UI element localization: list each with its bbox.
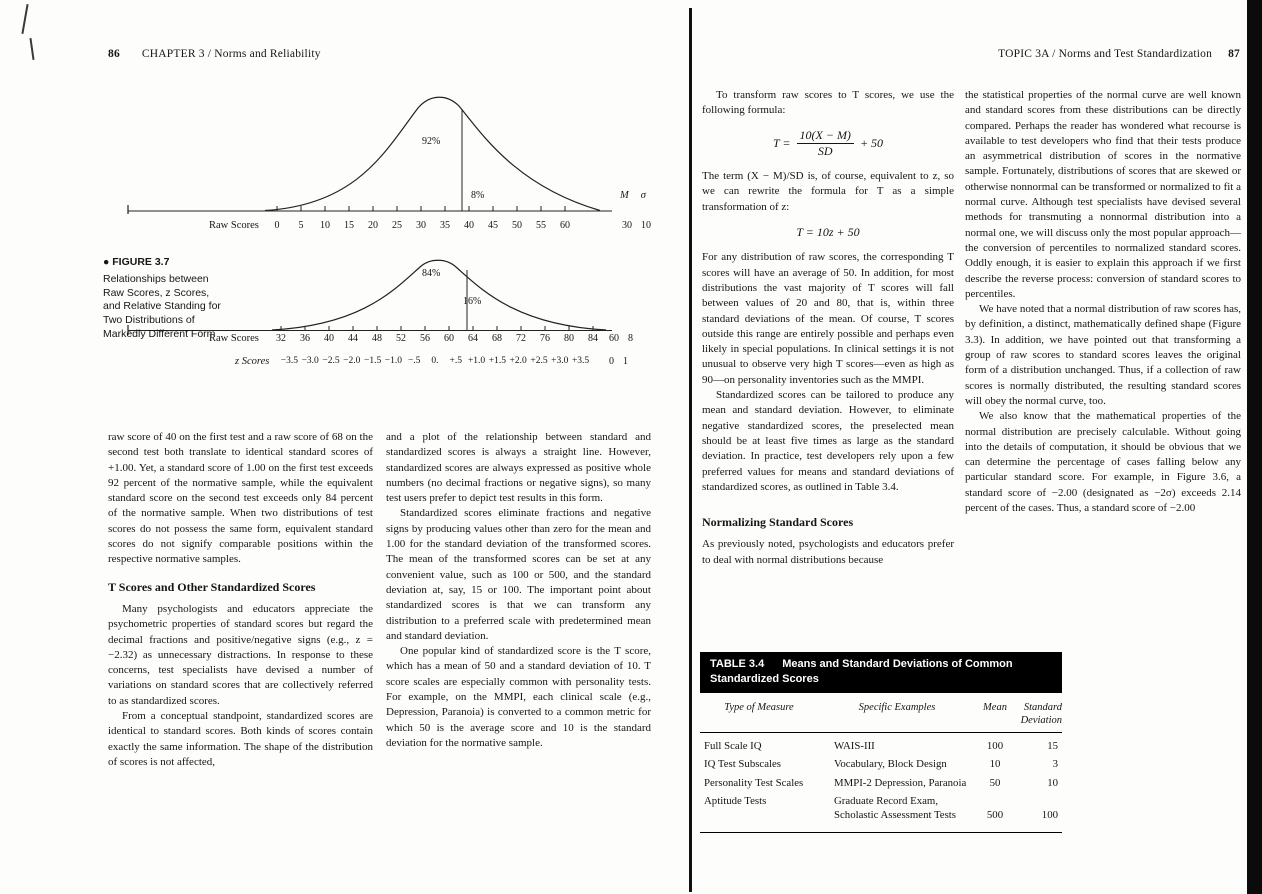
axis-tick-label: 35 — [440, 220, 450, 231]
right-page-number: 87 — [1228, 48, 1240, 60]
axis-tick-label: 76 — [540, 333, 550, 344]
axis-tick-label: 40 — [464, 220, 474, 231]
mean-sd-values — [609, 333, 633, 344]
axis-tick-label: 60 — [444, 333, 454, 344]
axis-tick-label: 36 — [300, 333, 310, 344]
figure-caption — [103, 256, 221, 342]
axis-tick-label: −.5 — [407, 356, 421, 366]
sigma-symbol: σ — [640, 190, 646, 201]
table-title-text: Means and Standard Deviations of Common Standardized Scores — [710, 658, 1013, 685]
formula-rhs: + 50 — [859, 136, 884, 151]
cell-examples: MMPI-2 Depression, Paranoia — [834, 776, 967, 789]
bottom-raw-score-ticks — [269, 333, 605, 344]
binding-mark — [29, 38, 34, 60]
page-gutter-line — [689, 8, 692, 892]
sd-value: 8 — [628, 333, 633, 344]
paragraph: Standardized scores can be tailored to produce any mean and standard deviation. However, to eliminate negative standardized scores, the preselected mean should be at least five times as large as the standard deviation. In practice, test developers rely upon a few preferred values for means and standard deviations of standardized scores, as outlined in Table 3.4. — [702, 389, 954, 493]
axis-tick-label: 80 — [564, 333, 574, 344]
axis-tick-label: +1.0 — [467, 356, 486, 366]
axis-tick-label: +2.5 — [530, 356, 548, 366]
paragraph: For any distribution of raw scores, the corresponding T scores will have an average of 50. In addition, for most distributions the vast majority of T scores will fall between values of 20 and 80, that is, within three standard deviations of the mean. Of course, T scores outside this range are entirely possible and perhaps even likely in special populations. In clinical settings it is not unusual to observe very high T scores—even as high as 90—on personality inventories such as the MMPI. — [702, 251, 954, 386]
paragraph: One popular kind of standardized score is the T score, which has a mean of 50 and a standard deviation of 10. T score scales are especially common with personality tests. For example, on the MMPI, each clinical scale (e.g., Depression, Paranoia) is converted to a common metric for which 50 is the average score and 10 is the standard deviation for the normative sample. — [386, 645, 651, 749]
cell-measure: Personality Test Scales — [704, 776, 804, 789]
axis-tick-label: +3.0 — [551, 356, 569, 366]
table-header-row — [700, 693, 1062, 733]
percent-below-label: 84% — [422, 268, 441, 279]
right-page-column-1 — [702, 88, 954, 568]
cell-examples: Vocabulary, Block Design — [834, 758, 947, 770]
table-number-label: TABLE 3.4 — [710, 658, 765, 670]
axis-tick-label: 15 — [344, 220, 354, 231]
axis-tick-label: 55 — [536, 220, 546, 231]
figure-caption-text: Relationships between Raw Scores, z Scores, and Relative Standing for Two Distributions of Markedly Different Form — [103, 272, 221, 340]
skewed-curve — [265, 97, 600, 210]
table-row — [700, 793, 1062, 825]
paragraph: To transform raw scores to T scores, we use the following formula: — [702, 89, 954, 117]
t-score-z-formula: T = 10z + 50 — [796, 225, 860, 240]
section-heading: Normalizing Standard Scores — [702, 515, 854, 530]
axis-tick-label: −1.5 — [363, 356, 382, 366]
cell-measure: Aptitude Tests — [704, 795, 767, 807]
axis-tick-label: 56 — [420, 333, 430, 344]
mean-sd-values — [622, 220, 651, 231]
axis-tick-label: 84 — [588, 333, 598, 344]
cell-measure: IQ Test Subscales — [704, 758, 782, 770]
mean-symbol: M — [620, 190, 629, 201]
mean-sigma-header — [620, 190, 646, 201]
z-mean-sd-values — [609, 356, 628, 367]
tick-marks — [277, 206, 565, 211]
paragraph: Standardized scores eliminate fractions and negative signs by producing values other than zero for the mean and 1.00 for the standard deviation of the transformed scores. The mean of the transformed scores can be set at any convenient value, such as 100 or 500, and the standard deviation at, say, 15 or 100. The important point about standardized scores is that we can transform any distribution to a preferred scale with predetermined mean and standard deviation. — [386, 507, 651, 642]
axis-tick-label: 48 — [372, 333, 382, 344]
binding-mark — [21, 4, 28, 34]
raw-scores-axis-label: Raw Scores — [209, 333, 259, 344]
axis-tick-label: 40 — [324, 333, 334, 344]
book-edge-bar — [1247, 0, 1262, 894]
left-page-number: 86 — [108, 48, 120, 60]
axis-tick-label: 60 — [560, 220, 570, 231]
paragraph: and a plot of the relationship between standard and standardized scores is always a straight line. However, standardized scores are always expressed as positive whole numbers (no decimal fractions or negative signs), so many test users prefer to depict test results in this form. — [386, 431, 651, 505]
axis-tick-label: −3.5 — [280, 356, 299, 366]
top-raw-score-ticks — [265, 220, 577, 231]
cell-mean: 10 — [989, 758, 1001, 770]
percent-below-label: 92% — [422, 136, 441, 147]
axis-tick-label: 5 — [298, 220, 304, 231]
formula-numerator: 10(X − M) — [797, 129, 854, 145]
table-row — [700, 756, 1062, 775]
cell-sd: 10 — [1047, 776, 1058, 789]
percent-above-label: 8% — [471, 190, 485, 201]
left-running-head — [108, 48, 321, 60]
percent-above-label: 16% — [463, 296, 482, 307]
column-header-mean: Mean — [983, 702, 1007, 713]
axis-tick-label: 45 — [488, 220, 498, 231]
section-heading: T Scores and Other Standardized Scores — [108, 579, 316, 594]
figure-caption-label: ● FIGURE 3.7 — [103, 256, 170, 268]
cell-mean: 500 — [986, 808, 1004, 821]
table-3-4 — [700, 652, 1062, 833]
cell-sd: 15 — [1047, 739, 1058, 752]
sd-value: 10 — [641, 220, 651, 231]
axis-tick-label: −2.0 — [343, 356, 361, 366]
column-header-sd: Standard Deviation — [1020, 702, 1062, 726]
paragraph: Many psychologists and educators appreciate the psychometric properties of standard scores but regard the decimal fractions and positive/negative signs (e.g., z = −2.32) as unnecessary distractions. In response to these concerns, test specialists have devised a number of variations on standard scores that are collectively referred to as standardized scores. — [108, 602, 373, 707]
paragraph: We have noted that a normal distribution of raw scores has, by definition, a distinct, mathematically defined shape (Figure 3.3). In addition, we have pointed out that transforming a group of raw scores to standard scores leaves the original form of a distribution unchanged. Thus, if a collection of raw scores is normally distributed, the resulting standard scores will obey the normal curve, too. — [965, 303, 1241, 407]
sd-value: 1 — [623, 356, 628, 367]
axis-tick-label: 10 — [320, 220, 330, 231]
mean-value: 60 — [609, 333, 619, 344]
table-row — [700, 774, 1062, 793]
axis-tick-label: 68 — [492, 333, 502, 344]
paragraph: We also know that the mathematical properties of the normal distribution are precisely calculable. Without going into the details of computation, it should be obvious that we can determine the percentage of cases falling below any particular standard score. For example, in Figure 3.6, a standard score of −2.00 (designated as −2σ) exceeds 2.14 percent of the cases. Thus, a standard score of −2.00 — [965, 410, 1241, 515]
left-chapter-title: CHAPTER 3 / Norms and Reliability — [141, 48, 321, 60]
paragraph: As previously noted, psychologists and educators prefer to deal with normal distributions because — [702, 538, 954, 566]
axis-tick-label: 0. — [431, 356, 439, 366]
axis-tick-label: 44 — [348, 333, 358, 344]
table-body — [700, 733, 1062, 833]
cell-examples: WAIS-III — [834, 739, 875, 752]
axis-tick-label: 72 — [516, 333, 526, 344]
axis-tick-label: 30 — [416, 220, 426, 231]
z-score-ticks — [279, 356, 591, 366]
formula-denominator: SD — [817, 144, 833, 159]
cell-sd: 100 — [1041, 808, 1058, 821]
left-page-column-2 — [386, 430, 651, 751]
paragraph: the statistical properties of the normal curve are well known and standard scores from these distributions can be directly compared. Perhaps the reader has wondered what recourse is available to test developers who find that their tests produce an asymmetrical distribution of scores in the normative sample. Fortunately, distributions of scores that are skewed or otherwise nonnormal can be transformed or normalized to fit a normal curve. Although test specialists have devised several methods for transmuting a nonnormal distribution into a normal one, we will discuss only the most popular approach—the conversion of percentiles to normalized standard scores. Oddly enough, it is easier to explain this approach if we first describe the reverse process: conversion of standard scores to percentiles. — [965, 89, 1241, 300]
right-running-head — [700, 48, 1240, 60]
axis-tick-label: −2.5 — [322, 356, 340, 366]
table-title-bar — [700, 652, 1062, 693]
axis-tick-label: 25 — [392, 220, 402, 231]
mean-value: 0 — [609, 356, 614, 367]
cell-sd: 3 — [1052, 758, 1058, 770]
axis-tick-label: 64 — [468, 333, 478, 344]
axis-tick-label: +1.5 — [488, 356, 506, 366]
column-header-measure: Type of Measure — [724, 702, 794, 713]
left-page-column-1 — [108, 430, 373, 770]
axis-tick-label: 50 — [512, 220, 522, 231]
mean-value: 30 — [622, 220, 632, 231]
axis-tick-label: 20 — [368, 220, 378, 231]
formula-fraction — [797, 129, 854, 160]
axis-tick-label: 0 — [274, 220, 280, 231]
cell-measure: Full Scale IQ — [704, 739, 762, 752]
z-scores-axis-label: z Scores — [235, 356, 270, 367]
figure-3-7 — [85, 78, 665, 374]
right-topic-title: TOPIC 3A / Norms and Test Standardization — [998, 48, 1213, 60]
t-score-formula — [702, 129, 954, 160]
cell-examples: Graduate Record Exam, Scholastic Assessment Tests — [834, 795, 957, 821]
paragraph: From a conceptual standpoint, standardized scores are identical to standard scores. Both kinds of scores contain exactly the same information. The shape of the distribution of scores is not affected, — [108, 710, 373, 768]
axis-tick-label: +3.5 — [571, 356, 590, 366]
cell-mean: 50 — [989, 776, 1001, 789]
axis-tick-label: −1.0 — [384, 356, 402, 366]
raw-scores-axis-label: Raw Scores — [209, 220, 259, 231]
cell-mean: 100 — [986, 739, 1004, 752]
top-distribution-svg — [120, 82, 620, 217]
axis-tick-label: 32 — [276, 333, 286, 344]
axis-tick-label: −3.0 — [301, 356, 319, 366]
table-row — [700, 737, 1062, 756]
axis-tick-label: 52 — [396, 333, 406, 344]
right-page-column-2 — [965, 88, 1241, 516]
paragraph: raw score of 40 on the first test and a raw score of 68 on the second test both translate to identical standard scores of +1.00. Yet, a standard score of 1.00 on the first test exceeds 92 percent of the normative sample, while the equivalent standard score on the second test exceeds only 84 percent of the normative sample. When two distributions of test scores do not possess the same form, equivalent standard scores do not signify comparable positions within the respective normative samples. — [108, 431, 373, 566]
paragraph: The term (X − M)/SD is, of course, equivalent to z, so we can rewrite the formula for T as a simple transformation of z: — [702, 170, 954, 213]
axis-tick-label: +2.0 — [509, 356, 527, 366]
formula-lhs: T = — [772, 136, 791, 151]
axis-tick-label: +.5 — [449, 356, 463, 366]
column-header-examples: Specific Examples — [858, 702, 936, 713]
